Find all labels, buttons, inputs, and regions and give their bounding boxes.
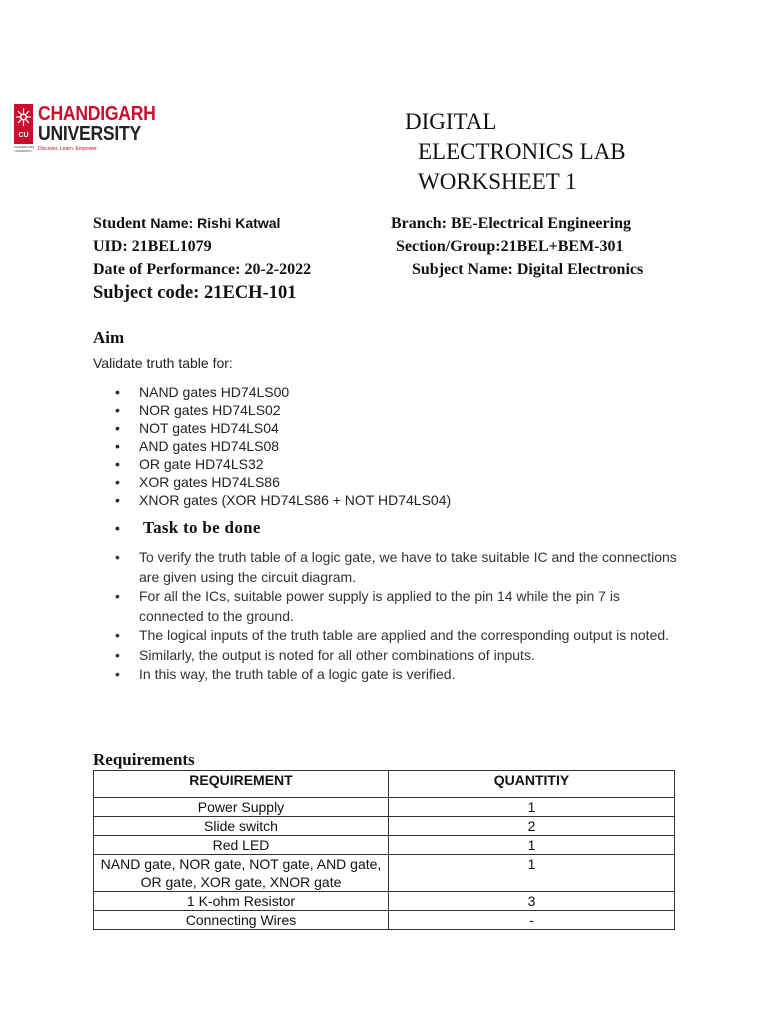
- student-label: Student: [93, 215, 147, 232]
- task-list: [139, 548, 684, 685]
- section-field: Section/Group:21BEL+BEM-301: [396, 238, 624, 255]
- requirement-cell: 1 K-ohm Resistor: [94, 892, 389, 911]
- requirement-cell: Power Supply: [94, 798, 389, 817]
- logo-emblem: [14, 104, 33, 152]
- subject-name-field: Subject Name: Digital Electronics: [412, 261, 644, 278]
- task-list-item: • Similarly, the output is noted for all other combinations of inputs.: [139, 646, 684, 666]
- logo-line1: CHANDIGARH: [38, 103, 156, 125]
- requirement-cell: Connecting Wires: [94, 911, 389, 930]
- aim-list-item: • NOT gates HD74LS04: [139, 419, 699, 437]
- table-row: [94, 817, 675, 836]
- task-bullet: •: [115, 520, 120, 536]
- task-list-item: • The logical inputs of the truth table are applied and the corresponding output is noted.: [139, 626, 684, 646]
- sun-emblem-icon: [14, 104, 33, 130]
- uid-field: UID: 21BEL1079: [93, 238, 212, 255]
- title-line2: ELECTRONICS LAB: [418, 139, 626, 164]
- requirements-table: [93, 770, 675, 930]
- quantity-cell: -: [389, 911, 675, 930]
- aim-list-item: • AND gates HD74LS08: [139, 437, 699, 455]
- quantity-cell: 1: [389, 855, 675, 892]
- requirement-cell: Red LED: [94, 836, 389, 855]
- task-list-item: • To verify the truth table of a logic gate, we have to take suitable IC and the connections are given using the circuit diagram.: [139, 548, 684, 587]
- table-row: [94, 855, 675, 892]
- logo-tagline: Discover. Learn. Empower.: [38, 146, 98, 152]
- title-line1: DIGITAL: [405, 109, 497, 134]
- logo-mini-text: CHANDIGARH UNIVERSITY: [14, 145, 35, 153]
- requirement-cell: NAND gate, NOR gate, NOT gate, AND gate, OR gate, XOR gate, XNOR gate: [94, 855, 389, 892]
- aim-list-item: • OR gate HD74LS32: [139, 455, 699, 473]
- title-line3: WORKSHEET 1: [418, 169, 577, 194]
- quantity-cell: 1: [389, 798, 675, 817]
- column-header-requirement: REQUIREMENT: [94, 771, 389, 798]
- aim-list-item: • XOR gates HD74LS86: [139, 473, 699, 491]
- quantity-cell: 2: [389, 817, 675, 836]
- table-row: [94, 798, 675, 817]
- subject-code-field: Subject code: 21ECH-101: [93, 283, 297, 303]
- logo-line2: UNIVERSITY: [38, 123, 141, 145]
- requirements-heading: Requirements: [93, 750, 195, 769]
- requirement-cell: Slide switch: [94, 817, 389, 836]
- quantity-cell: 1: [389, 836, 675, 855]
- column-header-quantity: QUANTITIY: [389, 771, 675, 798]
- date-field: Date of Performance: 20-2-2022: [93, 261, 312, 278]
- aim-list-item: • NAND gates HD74LS00: [139, 383, 699, 401]
- aim-list-item: • XNOR gates (XOR HD74LS86 + NOT HD74LS04): [139, 491, 699, 509]
- student-name-row: [93, 215, 280, 233]
- university-logo: [14, 104, 174, 156]
- task-heading: Task to be done: [143, 518, 261, 537]
- table-row: [94, 911, 675, 930]
- aim-list-item: • NOR gates HD74LS02: [139, 401, 699, 419]
- logo-badge: CU: [14, 128, 33, 144]
- aim-heading: Aim: [93, 328, 125, 347]
- table-row: [94, 892, 675, 911]
- task-list-item: • In this way, the truth table of a logic gate is verified.: [139, 665, 684, 685]
- table-row: [94, 836, 675, 855]
- branch-field: Branch: BE-Electrical Engineering: [391, 215, 631, 232]
- aim-list: [139, 383, 699, 509]
- aim-intro: Validate truth table for:: [93, 355, 233, 371]
- table-header-row: [94, 771, 675, 798]
- task-list-item: • For all the ICs, suitable power supply is applied to the pin 14 while the pin 7 is connected to the ground.: [139, 587, 684, 626]
- student-name-value: Rishi Katwal: [197, 215, 281, 231]
- name-label: Name:: [150, 215, 194, 231]
- quantity-cell: 3: [389, 892, 675, 911]
